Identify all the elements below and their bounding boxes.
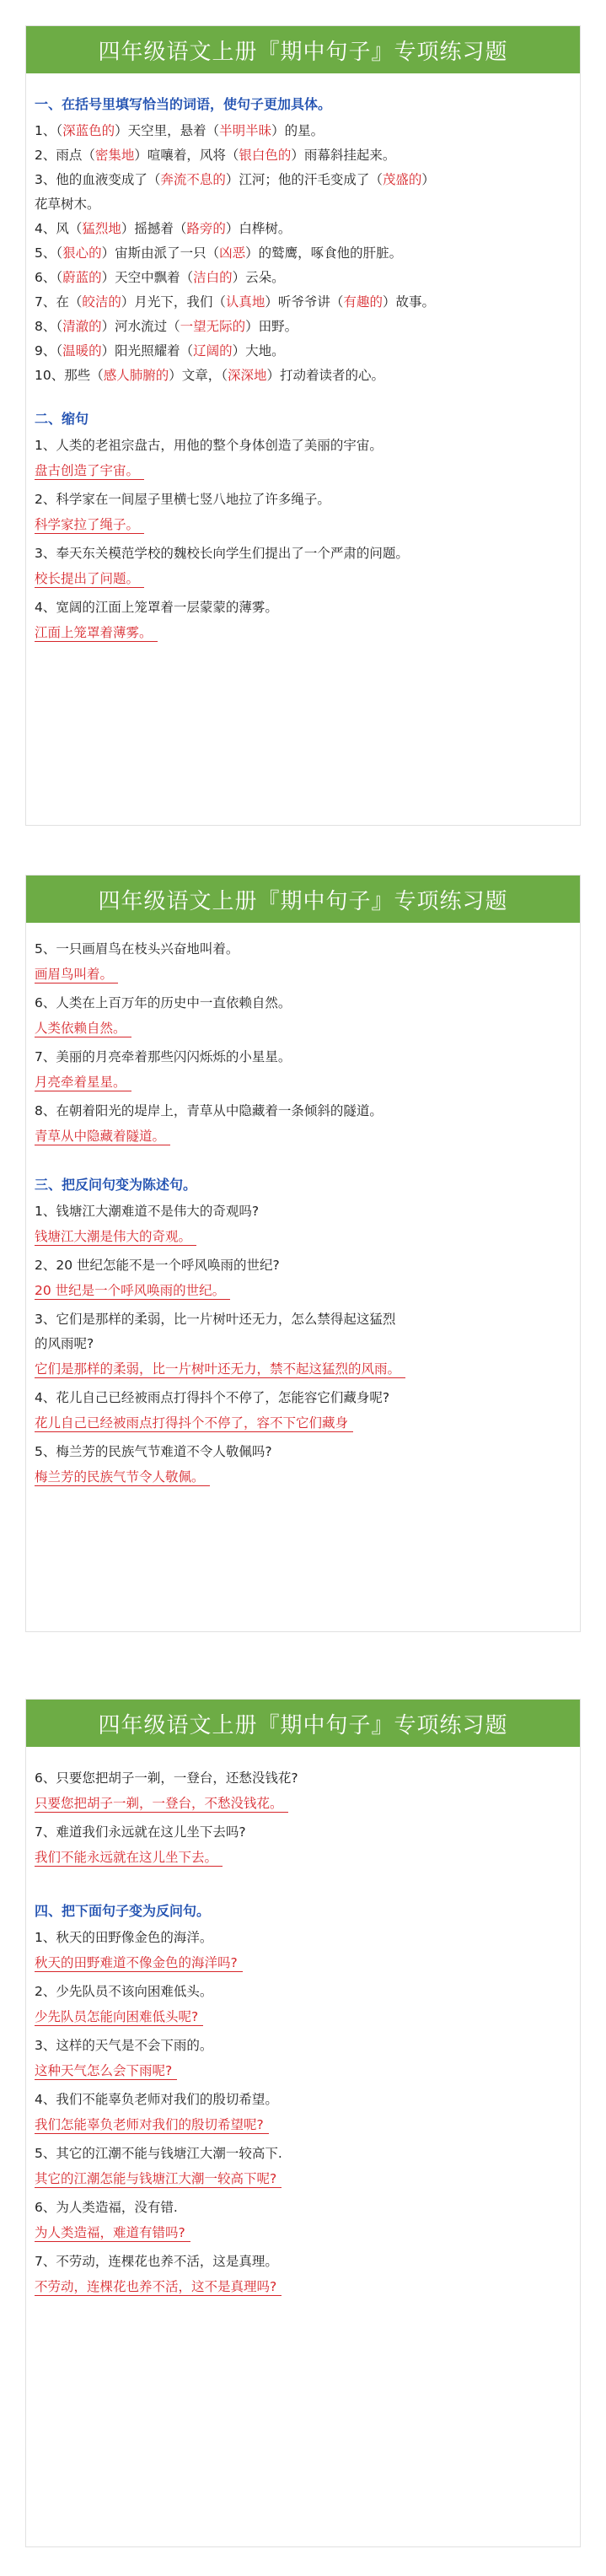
question: 7、不劳动，连棵花也养不活，这是真理。 xyxy=(35,2254,278,2269)
answer: 这种天气怎么会下雨呢? xyxy=(35,2062,177,2080)
question: 5、其它的江潮不能与钱塘江大潮一较高下. xyxy=(35,2146,282,2161)
filled-answer: 路旁的 xyxy=(186,221,226,236)
filled-answer: 辽阔的 xyxy=(193,343,233,358)
question: 3、这样的天气是不会下雨的。 xyxy=(35,2038,213,2053)
question: 1、钱塘江大潮难道不是伟大的奇观吗? xyxy=(35,1204,260,1219)
answer: 画眉鸟叫着。 xyxy=(35,966,118,984)
answer: 为人类造福，难道有错吗? xyxy=(35,2224,190,2242)
question: 5、一只画眉鸟在枝头兴奋地叫着。 xyxy=(35,941,239,957)
question: 6、只要您把胡子一剃，一登台，还愁没钱花? xyxy=(35,1770,298,1786)
answer: 月亮牵着星星。 xyxy=(35,1074,131,1091)
question: 6、为人类造福，没有错. xyxy=(35,2200,178,2215)
fill-in-item xyxy=(35,148,573,163)
question: 3、奉天东关模范学校的魏校长向学生们提出了一个严肃的问题。 xyxy=(35,546,409,561)
card-3 xyxy=(25,1699,581,2547)
item-text: 9、（ xyxy=(35,343,63,358)
item-text: ） xyxy=(421,172,435,187)
question: 4、宽阔的江面上笼罩着一层蒙蒙的薄雾。 xyxy=(35,600,278,615)
filled-answer: 一望无际的 xyxy=(180,319,246,334)
item-text: ）江河；他的汗毛变成了（ xyxy=(225,172,383,187)
item-text: 7、在（ xyxy=(35,294,83,310)
fill-in-item xyxy=(35,368,573,383)
item-text: ）打动着读者的心。 xyxy=(266,368,385,383)
card-content xyxy=(26,73,580,654)
question: 8、在朝着阳光的堤岸上，青草从中隐藏着一条倾斜的隧道。 xyxy=(35,1103,383,1118)
item-text: 6、（ xyxy=(35,270,63,285)
answer: 它们是那样的柔弱，比一片树叶还无力，禁不起这猛烈的风雨。 xyxy=(35,1361,405,1378)
item-text: ）的星。 xyxy=(271,123,324,138)
question: 7、难道我们永远就在这儿坐下去吗? xyxy=(35,1824,246,1840)
question: 2、科学家在一间屋子里横七竖八地拉了许多绳子。 xyxy=(35,492,330,507)
fill-in-item xyxy=(35,245,573,261)
question: 2、少先队员不该向困难低头。 xyxy=(35,1984,213,1999)
question: 5、梅兰芳的民族气节难道不令人敬佩吗? xyxy=(35,1444,272,1459)
item-text: ）天空里，悬着（ xyxy=(115,123,220,138)
item-text: ）天空中飘着（ xyxy=(101,270,194,285)
item-text: ）的鹫鹰，啄食他的肝脏。 xyxy=(245,245,403,261)
filled-answer: 狠心的 xyxy=(62,245,102,261)
question: 4、我们不能辜负老师对我们的殷切希望。 xyxy=(35,2092,278,2107)
answer: 科学家拉了绳子。 xyxy=(35,516,144,534)
filled-answer: 密集地 xyxy=(94,148,135,163)
answer: 20 世纪是一个呼风唤雨的世纪。 xyxy=(35,1282,230,1300)
item-text: ）文章，（ xyxy=(169,368,228,383)
answer: 青草从中隐藏着隧道。 xyxy=(35,1128,170,1145)
item-text: ）喧嚷着，风将（ xyxy=(134,148,239,163)
answer: 梅兰芳的民族气节令人敬佩。 xyxy=(35,1469,210,1486)
item-text: ）大地。 xyxy=(232,343,285,358)
item-text: 8、（ xyxy=(35,319,63,334)
filled-answer: 银白色的 xyxy=(239,148,292,163)
item-text: 3、他的血液变成了（ xyxy=(35,172,161,187)
filled-answer: 半明半昧 xyxy=(219,123,272,138)
item-text: 10、那些（ xyxy=(35,368,104,383)
card-header: 四年级语文上册『期中句子』专项练习题 xyxy=(26,876,580,923)
fill-in-item xyxy=(35,197,573,212)
fill-in-item xyxy=(35,319,573,334)
item-text: ）云朵。 xyxy=(232,270,285,285)
card-header: 四年级语文上册『期中句子』专项练习题 xyxy=(26,1700,580,1747)
filled-answer: 凶恶 xyxy=(219,245,246,261)
filled-answer: 有趣的 xyxy=(343,294,383,310)
answer: 不劳动，连棵花也养不活，这不是真理吗? xyxy=(35,2278,282,2296)
item-text: ）雨幕斜挂起来。 xyxy=(291,148,396,163)
filled-answer: 感人肺腑的 xyxy=(103,368,169,383)
filled-answer: 洁白的 xyxy=(193,270,233,285)
card-content xyxy=(26,923,580,1498)
fill-in-item xyxy=(35,221,573,236)
filled-answer: 猛烈地 xyxy=(82,221,121,236)
filled-answer: 蔚蓝的 xyxy=(62,270,102,285)
fill-in-item xyxy=(35,123,573,138)
item-text: ）摇撼着（ xyxy=(121,221,187,236)
item-text: 4、风（ xyxy=(35,221,83,236)
question: 4、花儿自己已经被雨点打得抖个不停了，怎能容它们藏身呢? xyxy=(35,1390,390,1405)
filled-answer: 皎洁的 xyxy=(82,294,121,310)
section-title: 三、把反问句变为陈述句。 xyxy=(35,1177,197,1193)
filled-answer: 认真地 xyxy=(225,294,265,310)
item-text: 1、（ xyxy=(35,123,63,138)
question: 2、20 世纪怎能不是一个呼风唤雨的世纪? xyxy=(35,1258,280,1273)
item-text: ）宙斯由派了一只（ xyxy=(101,245,220,261)
answer: 钱塘江大潮是伟大的奇观。 xyxy=(35,1228,196,1246)
card-2 xyxy=(25,875,581,1632)
card-1 xyxy=(25,25,581,826)
item-text: ）阳光照耀着（ xyxy=(101,343,194,358)
item-text: 5、（ xyxy=(35,245,63,261)
answer: 江面上笼罩着薄雾。 xyxy=(35,624,158,642)
section-title: 四、把下面句子变为反问句。 xyxy=(35,1903,211,1919)
question: 1、秋天的田野像金色的海洋。 xyxy=(35,1930,213,1945)
item-text: ）故事。 xyxy=(382,294,435,310)
section-title: 二、缩句 xyxy=(35,411,89,427)
section-title: 一、在括号里填写恰当的词语，使句子更加具体。 xyxy=(35,96,332,112)
answer: 人类依赖自然。 xyxy=(35,1020,131,1037)
filled-answer: 奔流不息的 xyxy=(160,172,226,187)
fill-in-item xyxy=(35,270,573,285)
item-text: 2、雨点（ xyxy=(35,148,95,163)
question: 1、人类的老祖宗盘古，用他的整个身体创造了美丽的宇宙。 xyxy=(35,438,383,453)
item-text: ）河水流过（ xyxy=(101,319,180,334)
answer: 其它的江潮怎能与钱塘江大潮一较高下呢? xyxy=(35,2170,282,2188)
question: 6、人类在上百万年的历史中一直依赖自然。 xyxy=(35,995,292,1010)
item-text: ）白桦树。 xyxy=(225,221,292,236)
answer: 秋天的田野难道不像金色的海洋吗? xyxy=(35,1954,243,1972)
question: 的风雨呢? xyxy=(35,1336,94,1351)
fill-in-list xyxy=(35,123,573,383)
filled-answer: 清澈的 xyxy=(62,319,102,334)
answer: 花儿自己已经被雨点打得抖个不停了，容不下它们藏身 xyxy=(35,1415,353,1432)
filled-answer: 茂盛的 xyxy=(382,172,422,187)
card-header: 四年级语文上册『期中句子』专项练习题 xyxy=(26,26,580,73)
fill-in-item xyxy=(35,343,573,358)
filled-answer: 深蓝色的 xyxy=(62,123,115,138)
answer: 盘古创造了宇宙。 xyxy=(35,462,144,480)
fill-in-item xyxy=(35,172,573,187)
item-text: ）听爷爷讲（ xyxy=(265,294,344,310)
question: 3、它们是那样的柔弱，比一片树叶还无力，怎么禁得起这猛烈 xyxy=(35,1312,396,1327)
card-content xyxy=(26,1747,580,2308)
item-text: ）田野。 xyxy=(245,319,298,334)
item-text: ）月光下，我们（ xyxy=(121,294,226,310)
answer: 校长提出了问题。 xyxy=(35,570,144,588)
question: 7、美丽的月亮牵着那些闪闪烁烁的小星星。 xyxy=(35,1049,292,1064)
answer: 少先队员怎能向困难低头呢? xyxy=(35,2008,203,2026)
answer: 我们不能永远就在这儿坐下去。 xyxy=(35,1849,223,1867)
filled-answer: 深深地 xyxy=(228,368,267,383)
item-text: 花草树木。 xyxy=(35,197,100,212)
filled-answer: 温暖的 xyxy=(62,343,102,358)
fill-in-item xyxy=(35,294,573,310)
answer: 我们怎能辜负老师对我们的殷切希望呢? xyxy=(35,2116,269,2134)
answer: 只要您把胡子一剃，一登台，不愁没钱花。 xyxy=(35,1795,288,1813)
